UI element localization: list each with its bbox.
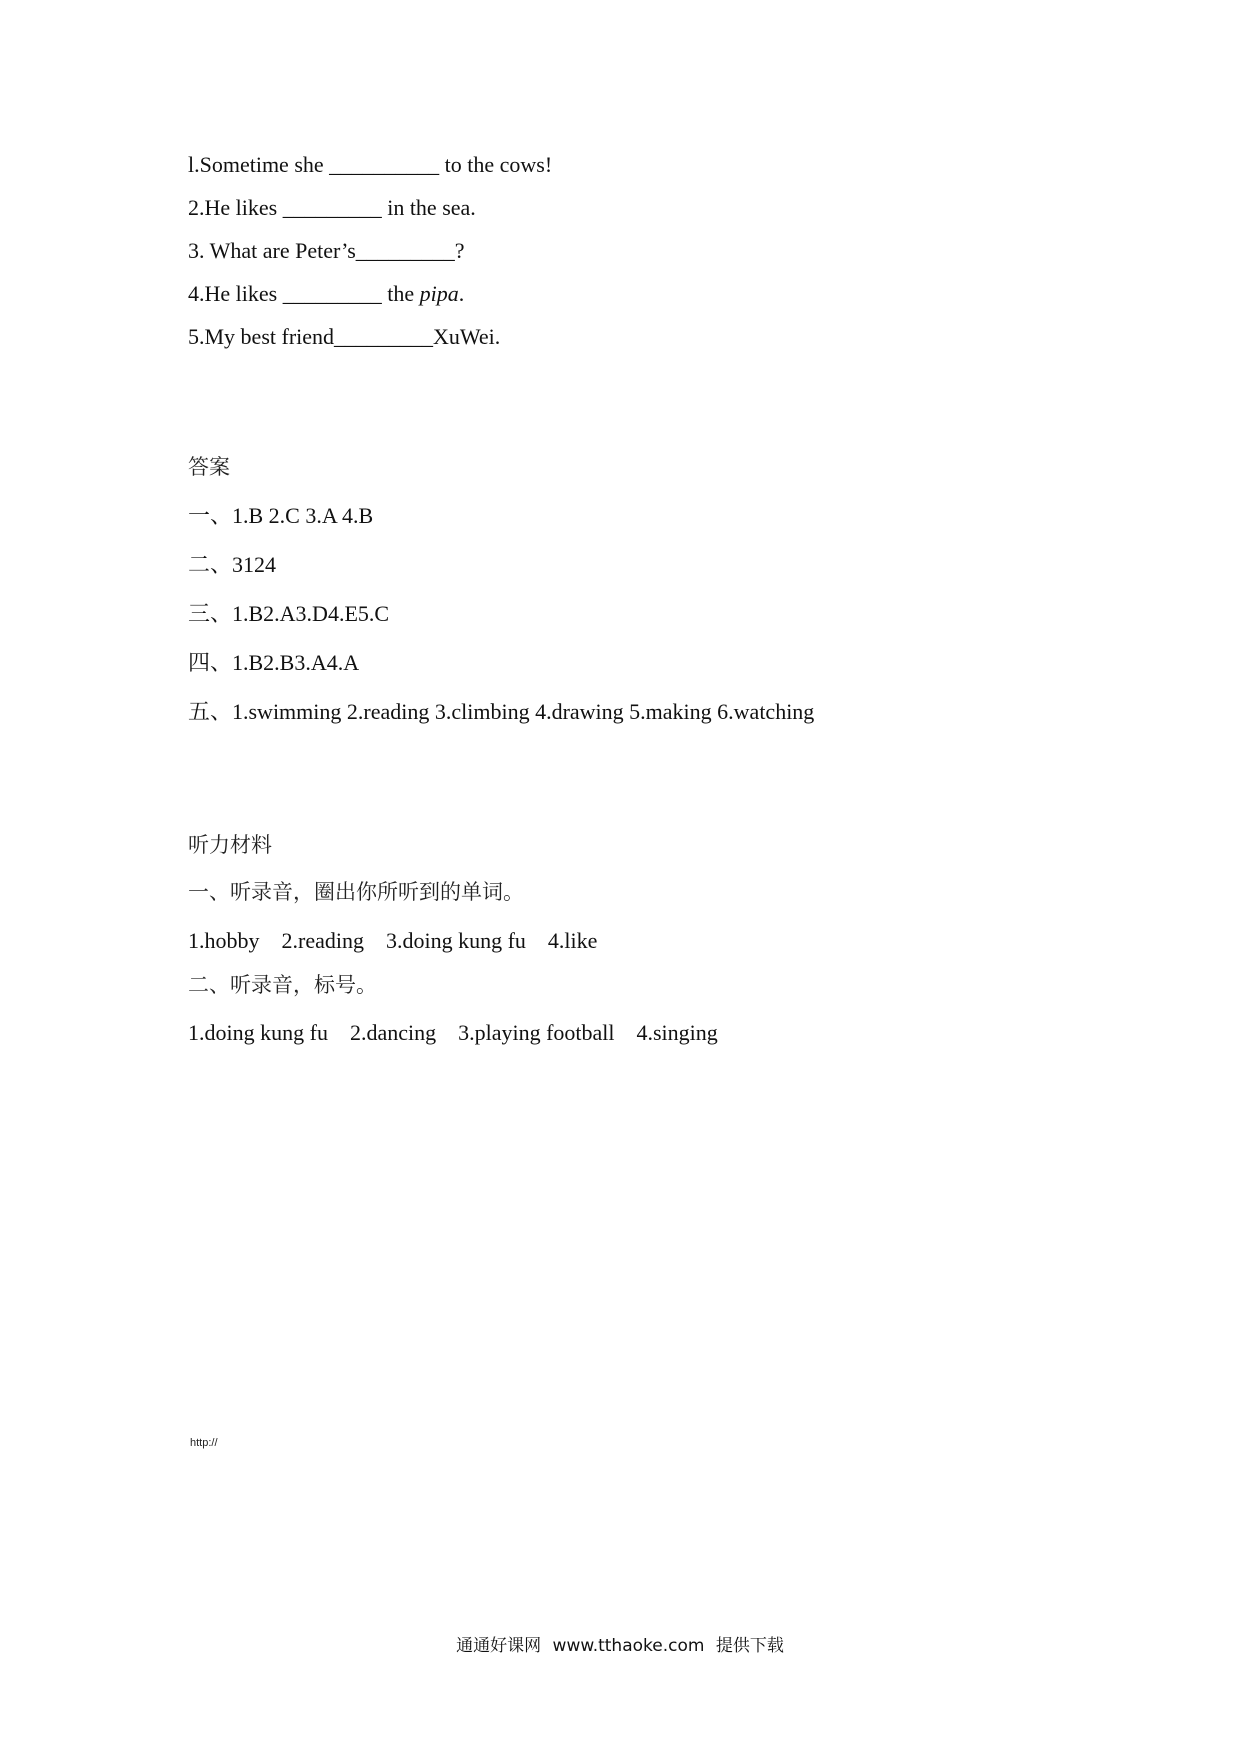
listening-section1-title: 一、听录音，圈出你所听到的单词。 bbox=[188, 880, 524, 904]
listening-section2-items: 1.doing kung fu 2.dancing 3.playing football 4.singing bbox=[188, 1020, 718, 1045]
blank-item-2: 2.He likes _________ in the sea. bbox=[188, 195, 476, 220]
listening-section1-items: 1.hobby 2.reading 3.doing kung fu 4.like bbox=[188, 928, 598, 953]
blank-item-3: 3. What are Peter’s_________? bbox=[188, 238, 465, 263]
blank-item-4-italic: pipa bbox=[419, 281, 459, 306]
answer-line-4: 四、1.B2.B3.A4.A bbox=[188, 650, 360, 675]
answers-heading: 答案 bbox=[188, 455, 230, 479]
answer-line-2: 二、3124 bbox=[188, 552, 277, 577]
blank-item-4-prefix: 4.He likes _________ the bbox=[188, 281, 420, 306]
listening-section2-title: 二、听录音，标号。 bbox=[188, 973, 377, 997]
answer-line-5: 五、1.swimming 2.reading 3.climbing 4.drawing 5.making 6.watching bbox=[188, 699, 815, 724]
answer-line-1: 一、1.B 2.C 3.A 4.B bbox=[188, 503, 374, 528]
blank-item-4-suffix: . bbox=[458, 281, 465, 306]
blank-item-1: l.Sometime she __________ to the cows! bbox=[188, 152, 553, 177]
answer-line-3: 三、1.B2.A3.D4.E5.C bbox=[188, 601, 390, 626]
blank-item-5: 5.My best friend_________XuWei. bbox=[188, 324, 501, 349]
link-text: http:// bbox=[190, 1437, 218, 1449]
listening-heading: 听力材料 bbox=[188, 833, 272, 857]
blank-item-4 bbox=[188, 280, 464, 308]
footer-text: 通通好课网 www.tthaoke.com 提供下载 bbox=[456, 1636, 784, 1656]
